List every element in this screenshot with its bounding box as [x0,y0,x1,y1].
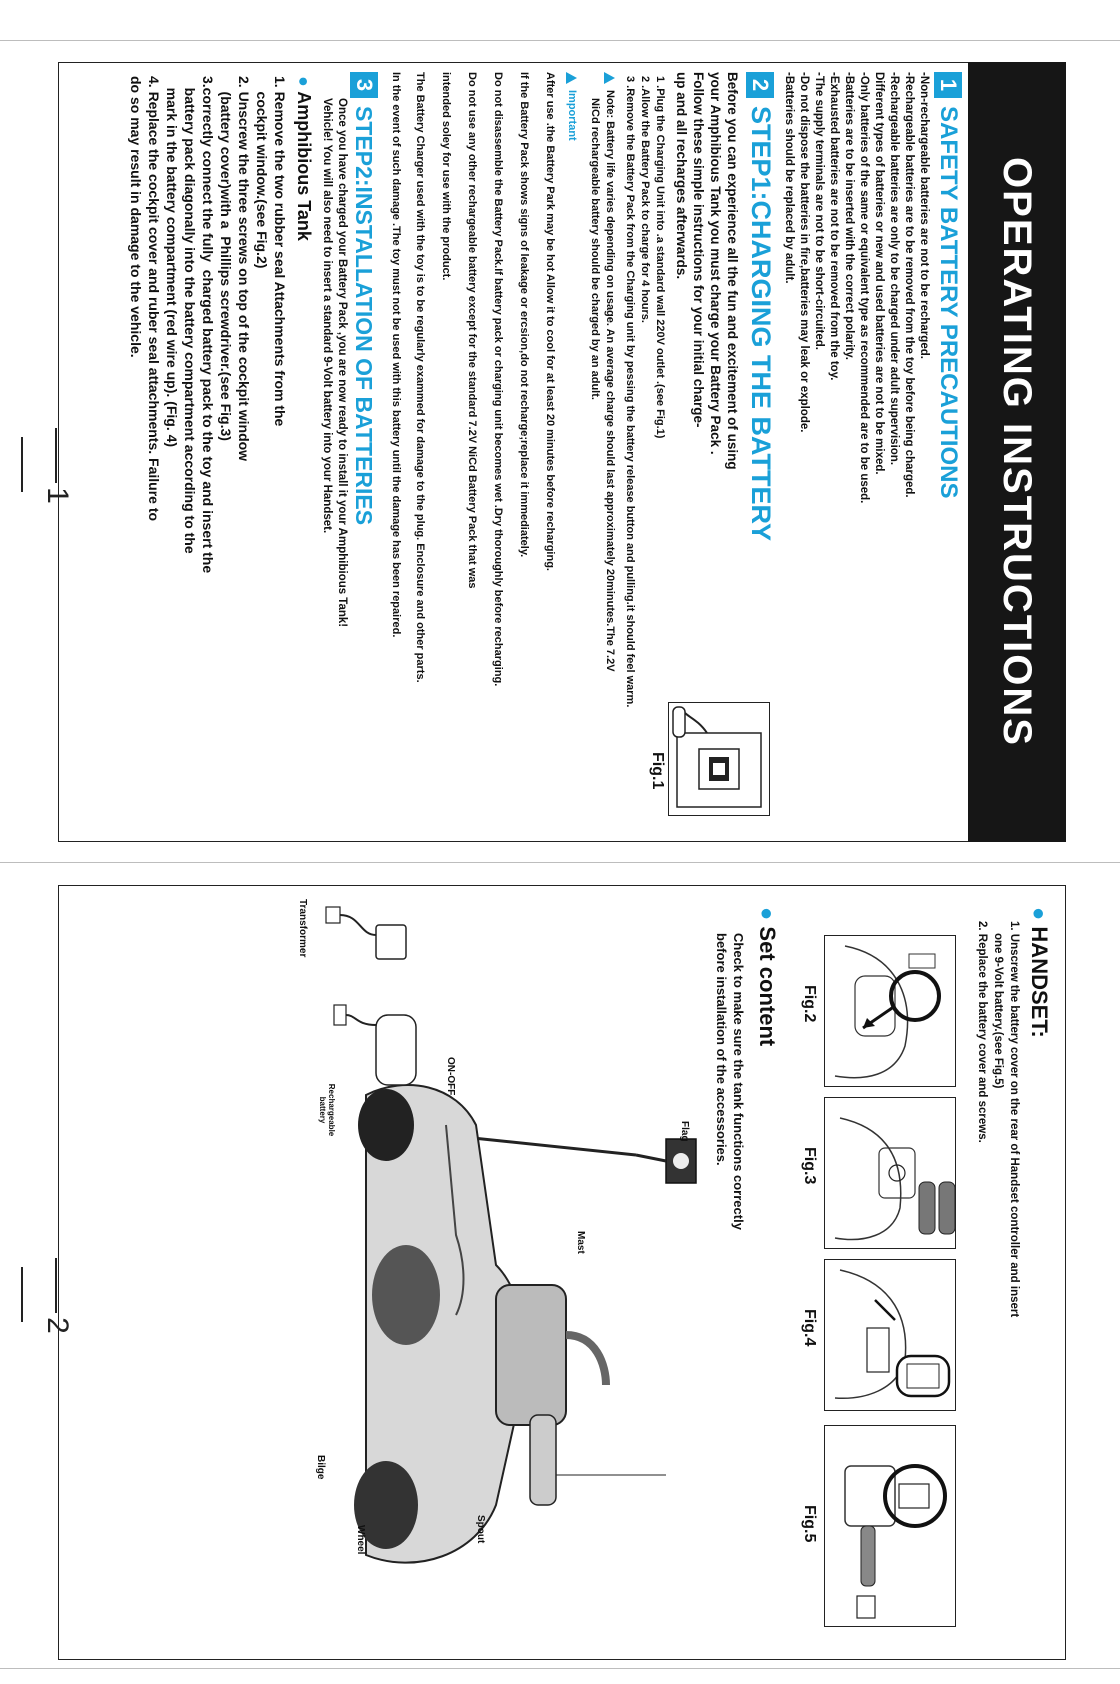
fig-2-label: Fig.2 [801,985,818,1023]
installation-step: 4. Replace the cockpit cover and ruber seal attachments. Failure to [146,76,162,522]
cockpit-seal-illustration [825,936,955,1086]
section-3-heading [350,72,378,525]
important-line: In the event of such damage .The toy must not be used with this battery until the damage has been repaired. [390,72,402,638]
installation-step: 1. Remove the two rubber seal Attachments from the [272,76,288,427]
important-triangle-icon [566,72,577,84]
screwdriver-cover-illustration [825,1098,955,1248]
installation-step: mark in the battery compartment (red wire up). (Fig. 4) [164,76,180,448]
fig-1-image [668,702,770,816]
safety-line: Different types of batteries or new and used batteries are not to be mixed. [873,72,885,475]
charging-step: 3 .Remove the Battery Pack from the Charging unit by pessing the battery release button and pulling.it should feel warm. [624,76,636,708]
installation-step: (battery cover)with a Phillips screwdriver.(see Fig.3) [218,76,234,441]
section-1-number: 1 [934,72,962,98]
battery-label: Rechargeable battery [318,1083,336,1137]
bilge-label: Bilge [315,1455,326,1480]
installation-step: 3.correctly connect the fully charged battery pack to the toy and insert the [200,76,216,574]
page-1-content [46,62,1066,842]
page-divider-bottom [0,1668,1120,1669]
transformer-label: Transformer [297,899,308,958]
set-content-line: Check to make sure the tank functions correctly [731,933,746,1230]
important-line: Do not use any other rechargeable battery except for the standard 7.2V NiCd Battery Pack that was [466,72,478,589]
charging-intro-line: your Amphibious Tank you must charge your Battery Pack . [708,72,723,455]
page-divider-top [0,40,1120,41]
installation-step: 2. Unscrew the three screws on top of the cockpit window [236,76,252,462]
safety-line: -Batteries should be replaced by adult. [783,72,795,284]
section-2-title: STEP1:CHARGING THE BATTERY [746,106,776,542]
section-3-title: STEP2:INSTALLATION OF BATTERIES [351,106,378,526]
important-line: If the Battery Pack shows signs of leakage or ercsion,do not recharge;replace it immediately. [518,72,530,558]
page-title: OPERATING INSTRUCTIONS [968,62,1066,842]
mast-label: Mast [575,1231,586,1254]
handset-line: 2. Replace the battery cover and screws. [976,921,988,1143]
section-2-number: 2 [747,72,775,98]
fig-3-label: Fig.3 [801,1147,818,1185]
safety-line: -Rechargeable batteries are only to be charged under adult supervision. [888,72,900,466]
section-3-number: 3 [350,72,378,98]
fig-5-image [824,1425,956,1627]
note-line [604,72,616,672]
charging-intro-line: Before you can experience all the fun and excitement of using [725,72,740,470]
bullet-icon: ● [755,907,780,921]
amphibious-tank-heading [293,76,314,241]
rechargeable-battery-illustration [326,995,426,1095]
important-line: After use .the Battery Park may be hot Allow it to cool for at least 20 minutes before recharging. [544,72,556,571]
transformer-illustration [320,905,410,965]
charging-step: 2 .Allow the Battery Pack to charge for 4 hours. [639,76,651,323]
wheel-label: Wheel [355,1525,366,1555]
handset-heading [1026,907,1052,1038]
installation-step: cockpit window.(see Fig.2) [254,76,270,269]
important-line: intended soley for use with the product. [440,72,452,281]
fig-5-label: Fig.5 [801,1505,818,1543]
handset-title: HANDSET: [1027,926,1052,1038]
bullet-icon: ● [1027,907,1052,921]
important-line: Do not disassemble the Battery Pack.If battery pack or charging unit becomes wet .Dry thoroughly before recharging. [492,72,504,687]
safety-line: -Exhausted batteries are not to be removed from the toy. [828,72,840,381]
safety-line: -Do not dispose the batteries in fire,batteries may leak or explode. [798,72,810,433]
set-content-heading [754,907,780,1046]
charging-step: 1 .Plug the Charging Unit into .a standard wall 220V outlet .(see Fig.1) [654,76,666,439]
page-number-2: 2 [6,1229,74,1359]
note-text: Battery life varies depending on usage. An average charge should last approximately 20minutes.The 7.2V [604,121,616,672]
fig-3-image [824,1097,956,1249]
section-1-heading [934,72,962,498]
section-2-heading [745,72,776,541]
installation-step: battery pack diagonally into the battery compartment according to the [182,76,198,554]
page-2-content [46,885,1066,1665]
set-content-line: before installation of the accessories. [714,933,729,1166]
spout-label: Spout [475,1515,486,1544]
installation-intro-line: Once you have charged your Battery Pack ,you are now ready to install it your Amphibious Tank! [336,98,348,628]
safety-line: -Non-rechargeable batteries are not to be recharged. [918,72,930,359]
note-label: Note: [604,90,616,119]
safety-line: -Batteries are to be inserted with the correct polarity. [843,72,855,360]
note-line: NiCd rechargeable battery should be charged by an adult. [589,98,601,400]
bullet-icon: ● [294,76,314,87]
important-heading [566,72,578,141]
fig-2-image [824,935,956,1087]
section-1-title: SAFETY BATTERY PRECAUTIONS [935,106,962,499]
battery-insert-illustration [825,1260,955,1410]
important-line: The Battery Charger used with the toy is to be regularly exammed for damage to the plug. Enclosure and other parts. [414,72,426,683]
charger-outlet-illustration [669,703,769,815]
charging-intro-line: up and all recharges afterwards. [674,72,689,280]
amphibious-tank-title: Amphibious Tank [294,91,314,241]
installation-step: do so may result in damage to the vehicle. [128,76,144,358]
handset-line: 1. Unscrew the battery cover on the rear of Handset controller and insert [1008,921,1020,1318]
flag-label: Flag [679,1121,690,1142]
safety-line: -The supply terminals are not to be short-circuited. [813,72,825,350]
installation-intro-line: Vehicle! You will also need to insert a standard 9-Volt battery into your Handset. [321,98,333,534]
on-off-label: ON-OFF [445,1057,456,1096]
handset-battery-illustration [825,1426,955,1626]
fig-4-label: Fig.4 [801,1309,818,1347]
fig-4-image [824,1259,956,1411]
important-label: Important [566,90,578,141]
charging-intro-line: Follow these simple instructions for your initial charge- [691,72,706,428]
handset-line: one 9-Volt battery.(see Fig.5) [992,933,1004,1089]
set-content-title: Set content [755,926,780,1047]
safety-line: -Rechargeable batteries are to be removed from the toy before being charged. [903,72,915,498]
page-divider-middle [0,862,1120,863]
fig-1-label: Fig.1 [649,752,666,790]
note-triangle-icon [604,72,615,84]
amphibious-tank-illustration [346,1035,706,1595]
safety-line: -Only batteries of the same or equivalent type as recommended are to be used. [858,72,870,504]
page-number-1: 1 [6,399,74,529]
